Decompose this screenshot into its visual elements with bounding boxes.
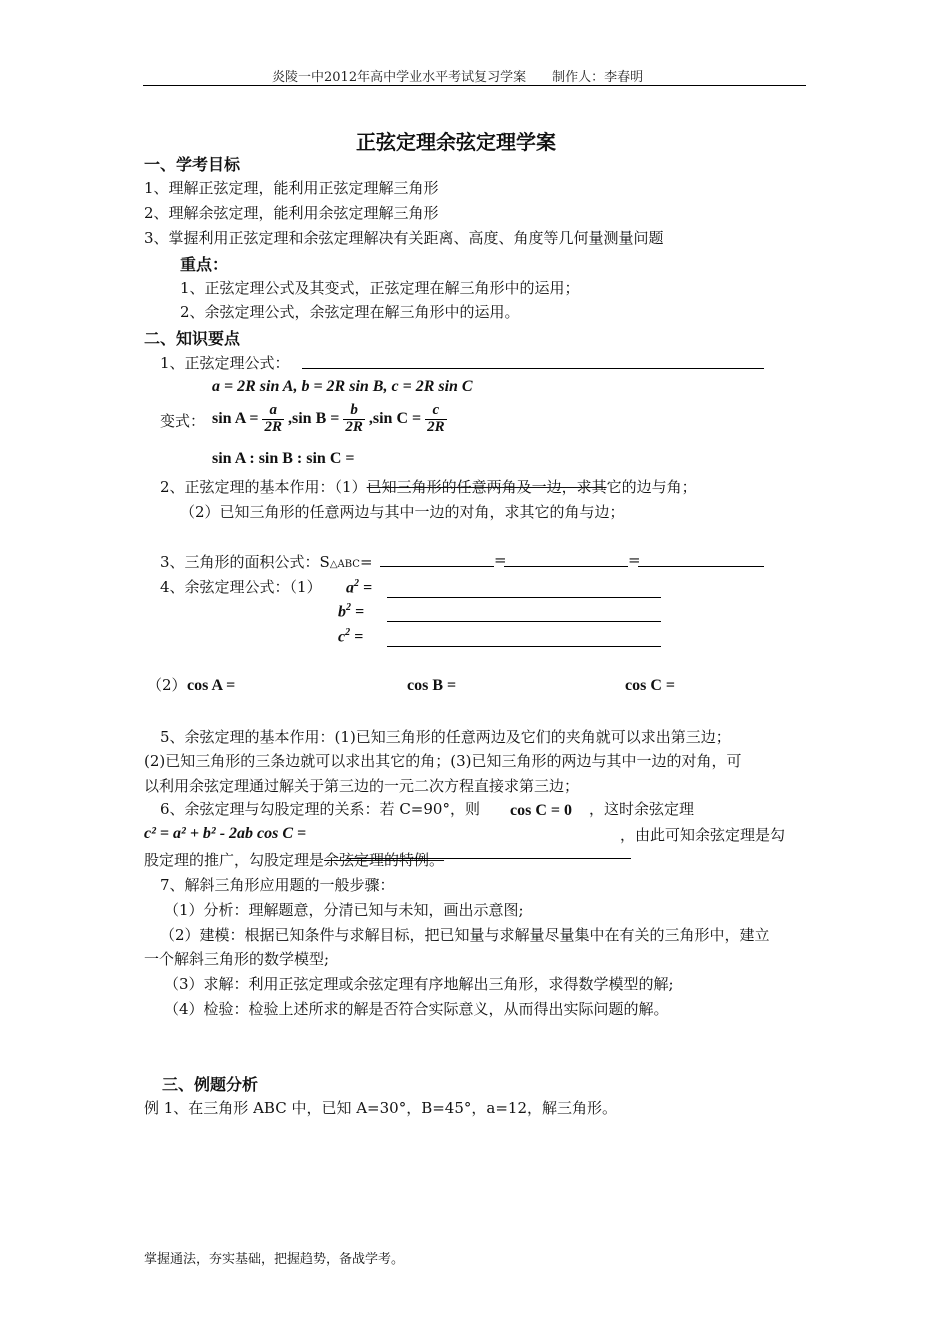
cos-b-blank[interactable] bbox=[387, 621, 661, 622]
fraction-c-over-2r: $\frac{c}{2R}$ bbox=[427, 402, 445, 435]
cos-b-squared: $b^2$ = bbox=[338, 602, 365, 621]
cosine-use-line-3: 以利用余弦定理通过解关于第三边的一元二次方程直接求第三边； bbox=[144, 777, 580, 795]
section3-heading: 三、例题分析 bbox=[162, 1075, 259, 1094]
cos-c-zero: cos C = 0 bbox=[510, 802, 572, 819]
key-points-label: 重点： bbox=[180, 255, 229, 274]
step-analyze: （1）分析：理解题意，分清已知与未知，画出示意图; bbox=[164, 901, 524, 919]
area-formula-label: 3、三角形的面积公式：S△ABC= bbox=[160, 553, 373, 571]
example-1: 例 1、在三角形 ABC 中，已知 A=30°，B=45°，a=12，解三角形。 bbox=[144, 1099, 617, 1117]
cos-c-blank[interactable] bbox=[387, 646, 661, 647]
generalization-text: ，由此可知余弦定理是勾 bbox=[620, 826, 786, 844]
section1-heading: 一、学考目标 bbox=[144, 155, 241, 174]
formula-blank[interactable] bbox=[347, 858, 631, 859]
goal-2: 2、理解余弦定理，能利用余弦定理解三角形 bbox=[144, 204, 439, 222]
part2-label: （2） bbox=[147, 676, 187, 694]
step-verify: （4）检验：检验上述所求的解是否符合实际意义，从而得出实际问题的解。 bbox=[164, 1000, 669, 1018]
key-point-2: 2、余弦定理公式，余弦定理在解三角形中的运用。 bbox=[180, 303, 520, 321]
step-solve: （3）求解：利用正弦定理或余弦定理有序地解出三角形，求得数学模型的解; bbox=[164, 975, 674, 993]
variant-label: 变式： bbox=[160, 412, 206, 430]
sine-law-formula: a = 2R sin A, b = 2R sin B, c = 2R sin C bbox=[212, 378, 473, 395]
area-eq-2: = bbox=[628, 551, 641, 569]
pythagoras-relation: 6、余弦定理与勾股定理的关系：若 C=90°，则 bbox=[160, 800, 480, 818]
page-header: 炎陵一中2012年高中学业水平考试复习学案 制作人：李春明 bbox=[272, 70, 644, 85]
step-model: （2）建模：根据已知条件与求解目标，把已知量与求解量尽量集中在有关的三角形中，建立 bbox=[160, 926, 770, 944]
special-case-text: 股定理的推广，勾股定理是余弦定理的特例。 bbox=[144, 851, 445, 869]
cos-a-blank[interactable] bbox=[387, 597, 661, 598]
sine-law-use-1: 2、正弦定理的基本作用：（1）已知三角形的任意两角及一边，求其它的边与角； bbox=[160, 478, 697, 496]
cos-a-squared: $a^2$ = bbox=[346, 578, 373, 597]
cos-a-formula: cos A = bbox=[187, 677, 236, 694]
fraction-b-over-2r: $\frac{b}{2R}$ bbox=[345, 402, 363, 435]
cosine-use-line-2: (2)已知三角形的三条边就可以求出其它的角；(3)已知三角形的两边与其中一边的对角，可 bbox=[144, 752, 742, 770]
sine-variant-formula bbox=[212, 403, 447, 436]
step-model-cont: 一个解斜三角形的数学模型; bbox=[144, 950, 330, 968]
cos-b-formula: cos B = bbox=[407, 677, 457, 694]
variant-lhs-b: ,sin B = bbox=[288, 409, 340, 427]
steps-heading: 7、解斜三角形应用题的一般步骤： bbox=[160, 876, 395, 894]
cos-c-squared: $c^2$ = bbox=[338, 627, 364, 646]
page-title: 正弦定理余弦定理学案 bbox=[356, 130, 556, 154]
variant-lhs-c: ,sin C = bbox=[368, 409, 422, 427]
cosine-right-angle-formula: c² = a² + b² - 2ab cos C = bbox=[144, 825, 307, 842]
area-blank-2[interactable] bbox=[504, 566, 628, 567]
section2-heading: 二、知识要点 bbox=[144, 329, 241, 348]
area-eq-1: = bbox=[494, 551, 507, 569]
sine-law-blank[interactable] bbox=[302, 368, 764, 369]
goal-1: 1、理解正弦定理，能利用正弦定理解三角形 bbox=[144, 179, 439, 197]
cosine-law-label: 4、余弦定理公式：（1） bbox=[160, 578, 322, 596]
header-rule bbox=[143, 85, 806, 86]
area-blank-1[interactable] bbox=[380, 566, 494, 567]
goal-3: 3、掌握利用正弦定理和余弦定理解决有关距离、高度、角度等几何量测量问题 bbox=[144, 229, 664, 247]
area-blank-3[interactable] bbox=[638, 566, 764, 567]
pythagoras-relation-cont: ，这时余弦定理 bbox=[589, 800, 695, 818]
cosine-use-line-1: 5、余弦定理的基本作用：(1)已知三角形的任意两边及它们的夹角就可以求出第三边； bbox=[160, 728, 731, 746]
variant-lhs-a: sin A = bbox=[212, 409, 259, 427]
fraction-a-over-2r: $\frac{a}{2R}$ bbox=[264, 402, 282, 435]
sine-ratio: sin A : sin B : sin C = bbox=[212, 450, 355, 467]
page-footer: 掌握通法，夯实基础，把握趋势，备战学考。 bbox=[144, 1252, 405, 1267]
sine-law-label: 1、正弦定理公式： bbox=[160, 354, 290, 372]
sine-law-use-2: （2）已知三角形的任意两边与其中一边的对角，求其它的角与边； bbox=[180, 503, 625, 521]
cos-c-formula: cos C = bbox=[625, 677, 675, 694]
key-point-1: 1、正弦定理公式及其变式，正弦定理在解三角形中的运用； bbox=[180, 279, 580, 297]
